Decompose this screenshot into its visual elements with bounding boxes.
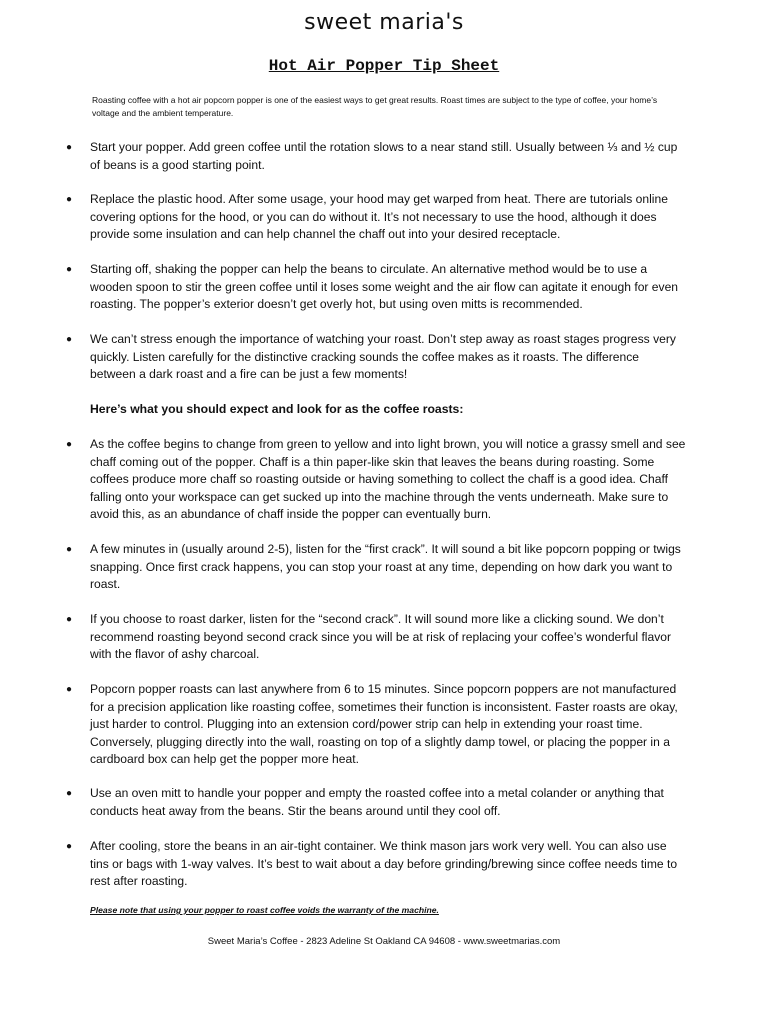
expect-text: A few minutes in (usually around 2-5), listen for the “first crack”. It will sound a bit like popcorn popping or twigs snapping. Once first crack happens, you can stop your roast at any time, depending on how dark you want to roast.: [90, 542, 681, 591]
expect-text: If you choose to roast darker, listen for the “second crack”. It will sound more like a clicking sound. We don’t recommend roasting beyond second crack since you will be at risk of replacing your coffee’s wonderful flavor with the flavor of ashy charcoal.: [90, 612, 672, 661]
tip-item: [66, 191, 686, 244]
bullet-icon: ●: [66, 544, 73, 555]
expect-item: [66, 681, 686, 769]
bullet-icon: ●: [66, 334, 73, 345]
tip-item: [66, 261, 686, 314]
intro-paragraph: Roasting coffee with a hot air popcorn popper is one of the easiest ways to get great results. Roast times are subject to the type of coffee, your home’s voltage and the ambient temperature.: [92, 95, 658, 118]
expect-text: After cooling, store the beans in an air-tight container. We think mason jars work very well. You can also use tins or bags with 1-way valves. It’s best to wait about a day before grinding/brewing since coffee needs time to rest after roasting.: [90, 839, 678, 888]
expect-item: [66, 611, 686, 664]
expect-text: Use an oven mitt to handle your popper and empty the roasted coffee into a metal colander or anything that conducts heat away from the beans. Stir the beans around until they cool off.: [90, 786, 664, 818]
expect-item: [66, 785, 686, 820]
expect-text: As the coffee begins to change from green to yellow and into light brown, you will notice a grassy smell and see chaff coming out of the popper. Chaff is a thin paper-like skin that leaves the beans during roasting. Some coffees produce more chaff so roasting outside or having something to collect the chaff is a good idea. Chaff falling onto your workspace can get sucked up into the machine through the vents underneath. Make sure to avoid this, as an abundance of chaff inside the popper can eventually burn.: [90, 437, 686, 521]
warranty-note: Please note that using your popper to roast coffee voids the warranty of the machine.: [90, 905, 439, 915]
expect-text: Popcorn popper roasts can last anywhere from 6 to 15 minutes. Since popcorn poppers are not manufactured for a precision application like roasting coffee, sometimes their function is inconsistent. Faster roasts are okay, just harder to control. Plugging into an extension cord/power strip can help in extending your roast time. Conversely, plugging directly into the wall, roasting on top of a slightly damp towel, or placing the popper in a cardboard box can help get the popper more heat.: [90, 682, 678, 766]
bullet-icon: ●: [66, 439, 73, 450]
bullet-icon: ●: [66, 194, 73, 205]
page-title: Hot Air Popper Tip Sheet: [268, 57, 500, 75]
bullet-icon: ●: [66, 788, 73, 799]
tip-text: Replace the plastic hood. After some usage, your hood may get warped from heat. There are tutorials online covering options for the hood, or you can do without it. It’s not necessary to use the hood, although it does provide some insulation and can help channel the chaff out into your desired receptacle.: [90, 192, 668, 241]
tip-text: Starting off, shaking the popper can help the beans to circulate. An alternative method would be to use a wooden spoon to stir the green coffee until it loses some weight and the air flow can agitate it enough for even roasting. The popper’s exterior doesn’t get overly hot, but using oven mitts is recommended.: [90, 262, 679, 311]
tip-item: [66, 331, 686, 384]
section-heading: Here’s what you should expect and look for as the coffee roasts:: [90, 402, 464, 416]
bullet-icon: ●: [66, 142, 73, 153]
expect-item: [66, 838, 686, 891]
bullet-icon: ●: [66, 614, 73, 625]
brand-logo: sweet maria's: [304, 10, 464, 35]
bullet-icon: ●: [66, 264, 73, 275]
tip-text: We can’t stress enough the importance of watching your roast. Don’t step away as roast stages progress very quickly. Listen carefully for the distinctive cracking sounds the coffee makes as it roasts. The difference between a dark roast and a fire can be just a few moments!: [90, 332, 676, 381]
bullet-icon: ●: [66, 684, 73, 695]
tip-text: Start your popper. Add green coffee until the rotation slows to a near stand still. Usually between ⅓ and ½ cup of beans is a good starting point.: [90, 140, 678, 172]
expect-item: [66, 541, 686, 594]
tip-item: [66, 139, 686, 174]
bullet-icon: ●: [66, 841, 73, 852]
page-footer: Sweet Maria’s Coffee - 2823 Adeline St Oakland CA 94608 - www.sweetmarias.com: [207, 936, 561, 947]
expect-item: [66, 436, 686, 524]
